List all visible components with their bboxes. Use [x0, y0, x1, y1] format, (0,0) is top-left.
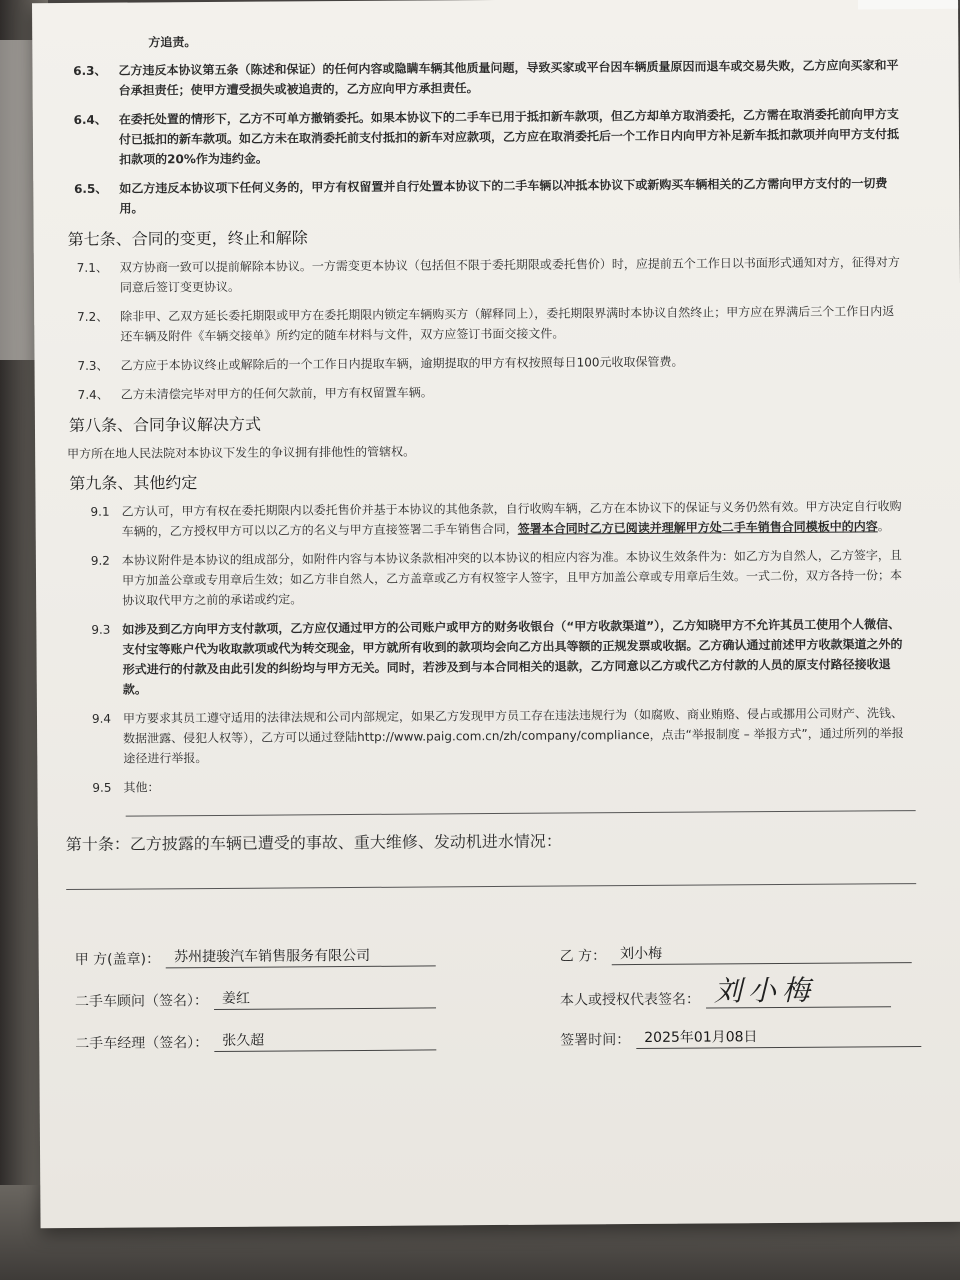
advisor-value: 姜红	[214, 986, 436, 1010]
clause-number: 9.3	[91, 622, 111, 637]
clause-number: 9.2	[90, 553, 110, 568]
clause-text: 甲方要求其员工遵守适用的法律法规和公司内部规定，如果乙方发现甲方员工存在违法违规行为（如腐败、商业贿赂、侵占或挪用公司财产、洗钱、数据泄露、侵犯人权等），乙方可以通过登陆http://www.paig.com.cn/zh/company/compliance，点击“举报制度 – 举报方式”，通过所列的举报途径进行举报。	[122, 706, 904, 766]
clause-number: 9.1	[90, 504, 110, 519]
clause-text: 如乙方违反本协议项下任何义务的，甲方有权留置并自行处置本协议下的二手车辆以冲抵本协议下或新购买车辆相关的乙方需向甲方支付的一切费用。	[119, 176, 888, 216]
clause-text: 如涉及到乙方向甲方支付款项，乙方应仅通过甲方的公司账户或甲方的财务收银台（“甲方收款渠道”），乙方知晓甲方不允许其员工使用个人微信、支付宝等账户代为收取款项或代为转交现金，甲方就所有收到的款项均会向乙方出具等额的正规发票或收据。乙方确认通过前述甲方收款渠道之外的形式进行的付款及由此引发的纠纷均与甲方无关。同时，若涉及到与本合同相关的退款，乙方同意以乙方或代乙方付款的人员的原支付路径接收退款。	[122, 617, 903, 697]
clause-7-2	[62, 301, 902, 347]
signature-block	[75, 941, 936, 1077]
contract-body	[60, 27, 906, 890]
party-b-value: 刘小梅	[612, 941, 912, 965]
clause-text: 其他：	[123, 780, 160, 795]
clause-9-2	[64, 545, 904, 611]
article-8-text: 甲方所在地人民法院对本协议下发生的争议拥有排他性的管辖权。	[67, 444, 416, 461]
clause-9-1-end: 。	[877, 519, 890, 534]
article-8-heading: 第八条、合同争议解决方式	[68, 414, 262, 435]
clause-number: 7.2、	[77, 309, 109, 324]
manager-row	[75, 1028, 436, 1053]
paper-corner	[858, 0, 958, 9]
clause-text	[121, 496, 903, 541]
party-a-label: 甲 方(盖章)：	[74, 951, 161, 968]
clause-7-3	[62, 350, 902, 376]
clause-text: 在委托处置的情形下，乙方不可单方撤销委托。如果本协议下的二手车已用于抵扣新车款项，但乙方却单方取消委托，乙方需在取消委托前向甲方支付已抵扣的新车款项。如乙方未在取消委托前支付抵扣的新车对应款项，乙方应在取消委托后一个工作日内向甲方补足新车抵扣款项并向甲方支付抵扣款项的20%作为违约金。	[118, 107, 900, 167]
clause-number: 7.3、	[77, 358, 109, 373]
clause-number: 7.4、	[77, 387, 109, 402]
clause-6-3	[60, 55, 900, 101]
rep-signature-row	[560, 975, 891, 1009]
clause-text: 乙方应于本协议终止或解除后的一个工作日内提取车辆，逾期提取的甲方有权按照每日100元收取保管费。	[120, 354, 684, 373]
clause-6-5	[61, 173, 901, 219]
clause-text: 乙方未清偿完毕对甲方的任何欠款前，甲方有权留置车辆。	[120, 385, 433, 402]
date-row	[560, 1025, 921, 1050]
clause-text: 本协议附件是本协议的组成部分，如附件内容与本协议条款相冲突的以本协议的相应内容为准。本协议生效条件为：如乙方为自然人，乙方签字，且甲方加盖公章或专用章后生效；如乙方非自然人，乙方盖章或乙方有权签字人签字，且甲方加盖公章或专用章后生效。一式二份，双方各持一份；本协议取代甲方之前的承诺或约定。	[121, 548, 903, 608]
clause-number: 6.4、	[73, 112, 107, 127]
advisor-label: 二手车顾问（签名）：	[74, 993, 209, 1010]
clause-number: 7.1、	[76, 260, 108, 275]
clause-9-1	[63, 496, 903, 542]
article-10-heading: 第十条：乙方披露的车辆已遭受的事故、重大维修、发动机进水情况：	[65, 831, 562, 855]
clause-number: 6.3、	[73, 63, 107, 78]
clause-number: 9.4	[91, 711, 112, 726]
rep-label: 本人或授权代表签名：	[559, 991, 701, 1009]
clause-7-4	[63, 379, 903, 405]
clause-number: 9.5	[92, 780, 112, 795]
party-a-row	[75, 944, 437, 969]
manager-label: 二手车经理（签名）：	[75, 1035, 209, 1052]
article-7-heading: 第七条、合同的变更，终止和解除	[67, 228, 308, 249]
party-a-value: 苏州捷骏汽车销售服务有限公司	[166, 944, 436, 968]
clause-number: 6.5、	[73, 181, 108, 196]
clause-6-4	[61, 104, 901, 170]
clause-7-1	[62, 252, 902, 298]
clause-9-3	[64, 614, 905, 700]
disclosure-blank-line	[66, 849, 916, 890]
clause-text: 乙方违反本协议第五条（陈述和保证）的任何内容或隐瞒车辆其他质量问题，导致买家或平台因车辆质量原因而退车或交易失败，乙方应向买家和平台承担责任；使甲方遭受损失或被追责的，乙方应向甲方承担责任。	[118, 58, 899, 98]
clause-9-4	[65, 703, 905, 769]
handwritten-signature: 刘小梅	[706, 975, 891, 1008]
party-b-label: 乙 方：	[559, 948, 607, 965]
contract-page	[32, 0, 960, 1228]
date-value: 2025年01月08日	[636, 1025, 921, 1049]
clause-9-1-underlined: 签署本合同时乙方已阅读并理解甲方处二手车销售合同模板中的内容	[517, 519, 878, 536]
article-9-heading: 第九条、其他约定	[69, 473, 198, 493]
continuation-text: 方追责。	[148, 35, 197, 50]
manager-value: 张久超	[214, 1028, 436, 1052]
date-label: 签署时间：	[560, 1032, 631, 1049]
advisor-row	[75, 986, 436, 1011]
clause-text: 除非甲、乙双方延长委托期限或甲方在委托期限内锁定车辆购买方（解释同上），委托期限界满时本协议自然终止；甲方应在界满后三个工作日内返还车辆及附件《车辆交接单》所约定的随车材料与文件，双方应签订书面交接文件。	[120, 304, 895, 344]
clause-9-1-main: 乙方认可，甲方有权在委托期限内以委托售价并基于本协议的其他条款，自行收购车辆，乙方在本协议下的保证与义务仍然有效。甲方决定自行收购车辆的，乙方授权甲方可以以乙方的名义与甲方直接签署二手车销售合同，	[121, 499, 902, 539]
clause-text: 双方协商一致可以提前解除本协议。一方需变更本协议（包括但不限于委托期限或委托售价）时，应提前五个工作日以书面形式通知对方，征得对方同意后签订变更协议。	[119, 255, 900, 295]
party-b-row	[560, 941, 913, 965]
